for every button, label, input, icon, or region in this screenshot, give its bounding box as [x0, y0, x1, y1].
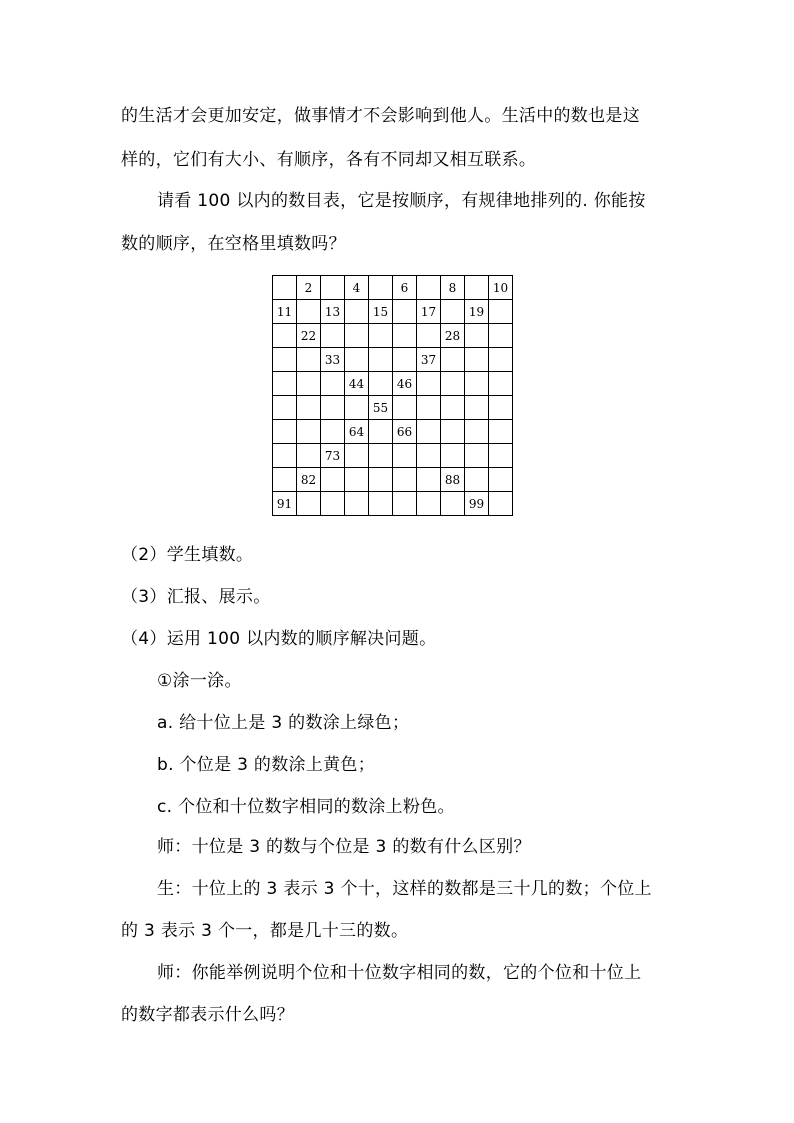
- table-cell: 28: [441, 324, 465, 348]
- table-cell: [321, 420, 345, 444]
- table-cell: [417, 324, 441, 348]
- table-cell: 33: [321, 348, 345, 372]
- table-cell: [273, 324, 297, 348]
- table-cell: [321, 492, 345, 516]
- table-cell: [465, 444, 489, 468]
- task-heading: ①涂一涂。: [157, 671, 242, 691]
- table-cell: [321, 372, 345, 396]
- table-cell: [393, 492, 417, 516]
- table-cell: [393, 348, 417, 372]
- table-cell: [369, 372, 393, 396]
- table-cell: [465, 396, 489, 420]
- table-cell: [273, 348, 297, 372]
- table-cell: 13: [321, 300, 345, 324]
- paragraph-line: 请看 100 以内的数目表，它是按顺序，有规律地排列的. 你能按: [157, 191, 646, 211]
- table-cell: [321, 396, 345, 420]
- table-cell: 17: [417, 300, 441, 324]
- table-cell: [321, 276, 345, 300]
- teacher-question-line: 师：你能举例说明个位和十位数字相同的数，它的个位和十位上: [157, 963, 642, 983]
- table-cell: [369, 420, 393, 444]
- table-cell: [489, 300, 513, 324]
- student-answer-line: 生：十位上的 3 表示 3 个十，这样的数都是三十几的数；个位上: [157, 879, 652, 899]
- table-cell: [321, 324, 345, 348]
- table-cell: [393, 300, 417, 324]
- table-cell: [345, 396, 369, 420]
- table-cell: [345, 444, 369, 468]
- table-cell: [441, 372, 465, 396]
- table-cell: 88: [441, 468, 465, 492]
- table-cell: [489, 372, 513, 396]
- table-cell: [489, 324, 513, 348]
- table-cell: [465, 348, 489, 372]
- table-cell: [297, 420, 321, 444]
- table-row: [273, 276, 513, 300]
- table-row: [273, 420, 513, 444]
- table-cell: [489, 396, 513, 420]
- table-cell: 64: [345, 420, 369, 444]
- table-cell: [465, 420, 489, 444]
- task-item-a: a. 给十位上是 3 的数涂上绿色；: [157, 713, 410, 733]
- table-row: [273, 324, 513, 348]
- table-cell: [273, 276, 297, 300]
- table-cell: [297, 444, 321, 468]
- table-cell: [417, 372, 441, 396]
- table-cell: 66: [393, 420, 417, 444]
- table-cell: [441, 492, 465, 516]
- step-2: （2）学生填数。: [121, 545, 254, 565]
- table-cell: [369, 468, 393, 492]
- table-cell: [465, 372, 489, 396]
- paragraph-line: 样的，它们有大小、有顺序，各有不同却又相互联系。: [121, 150, 537, 170]
- table-cell: [441, 444, 465, 468]
- table-cell: [273, 444, 297, 468]
- table-cell: [369, 348, 393, 372]
- table-cell: 19: [465, 300, 489, 324]
- table-cell: [345, 324, 369, 348]
- table-cell: [417, 468, 441, 492]
- table-cell: [297, 300, 321, 324]
- table-cell: [465, 468, 489, 492]
- table-cell: [321, 468, 345, 492]
- table-cell: [417, 420, 441, 444]
- table-row: [273, 396, 513, 420]
- teacher-question-line: 的数字都表示什么吗？: [121, 1005, 294, 1025]
- table-row: [273, 372, 513, 396]
- table-cell: [489, 468, 513, 492]
- table-cell: 22: [297, 324, 321, 348]
- hundred-number-table: [272, 275, 513, 516]
- table-cell: 2: [297, 276, 321, 300]
- table-cell: 11: [273, 300, 297, 324]
- table-cell: [345, 348, 369, 372]
- table-cell: [465, 324, 489, 348]
- table-cell: [273, 396, 297, 420]
- paragraph-line: 的生活才会更加安定，做事情才不会影响到他人。生活中的数也是这: [121, 106, 640, 126]
- table-cell: [441, 396, 465, 420]
- table-cell: 10: [489, 276, 513, 300]
- table-cell: 99: [465, 492, 489, 516]
- table-cell: [465, 276, 489, 300]
- table-row: [273, 468, 513, 492]
- table-cell: [441, 348, 465, 372]
- table-cell: [345, 300, 369, 324]
- table-cell: [489, 348, 513, 372]
- table-cell: 6: [393, 276, 417, 300]
- table-cell: [489, 420, 513, 444]
- table-cell: [369, 324, 393, 348]
- table-cell: [369, 492, 393, 516]
- table-cell: [345, 492, 369, 516]
- table-cell: [489, 492, 513, 516]
- table-cell: [297, 492, 321, 516]
- table-cell: [417, 396, 441, 420]
- step-4: （4）运用 100 以内数的顺序解决问题。: [121, 629, 437, 649]
- table-cell: [369, 276, 393, 300]
- table-cell: [417, 492, 441, 516]
- table-cell: [297, 372, 321, 396]
- table-cell: [297, 348, 321, 372]
- table-cell: 15: [369, 300, 393, 324]
- task-item-b: b. 个位是 3 的数涂上黄色；: [157, 755, 376, 775]
- table-cell: 91: [273, 492, 297, 516]
- student-answer-line: 的 3 表示 3 个一，都是几十三的数。: [121, 921, 409, 941]
- table-cell: [369, 444, 393, 468]
- table-cell: [273, 420, 297, 444]
- table-row: [273, 348, 513, 372]
- table-row: [273, 444, 513, 468]
- task-item-c: c. 个位和十位数字相同的数涂上粉色。: [157, 797, 455, 817]
- paragraph-line: 数的顺序，在空格里填数吗？: [121, 234, 346, 254]
- table-cell: [393, 324, 417, 348]
- table-cell: [345, 468, 369, 492]
- table-cell: 46: [393, 372, 417, 396]
- table-cell: 44: [345, 372, 369, 396]
- table-cell: [393, 444, 417, 468]
- table-cell: 8: [441, 276, 465, 300]
- table-cell: 55: [369, 396, 393, 420]
- table-cell: [393, 468, 417, 492]
- table-cell: [417, 444, 441, 468]
- table-cell: [393, 396, 417, 420]
- table-cell: [297, 396, 321, 420]
- table-cell: [417, 276, 441, 300]
- table-row: [273, 492, 513, 516]
- teacher-question: 师：十位是 3 的数与个位是 3 的数有什么区别？: [157, 837, 531, 857]
- step-3: （3）汇报、展示。: [121, 587, 271, 607]
- table-cell: [441, 300, 465, 324]
- table-cell: 73: [321, 444, 345, 468]
- table-cell: [441, 420, 465, 444]
- table-cell: 82: [297, 468, 321, 492]
- table-row: [273, 300, 513, 324]
- table-cell: [489, 444, 513, 468]
- table-cell: [273, 468, 297, 492]
- table-cell: [273, 372, 297, 396]
- table-cell: 37: [417, 348, 441, 372]
- table-cell: 4: [345, 276, 369, 300]
